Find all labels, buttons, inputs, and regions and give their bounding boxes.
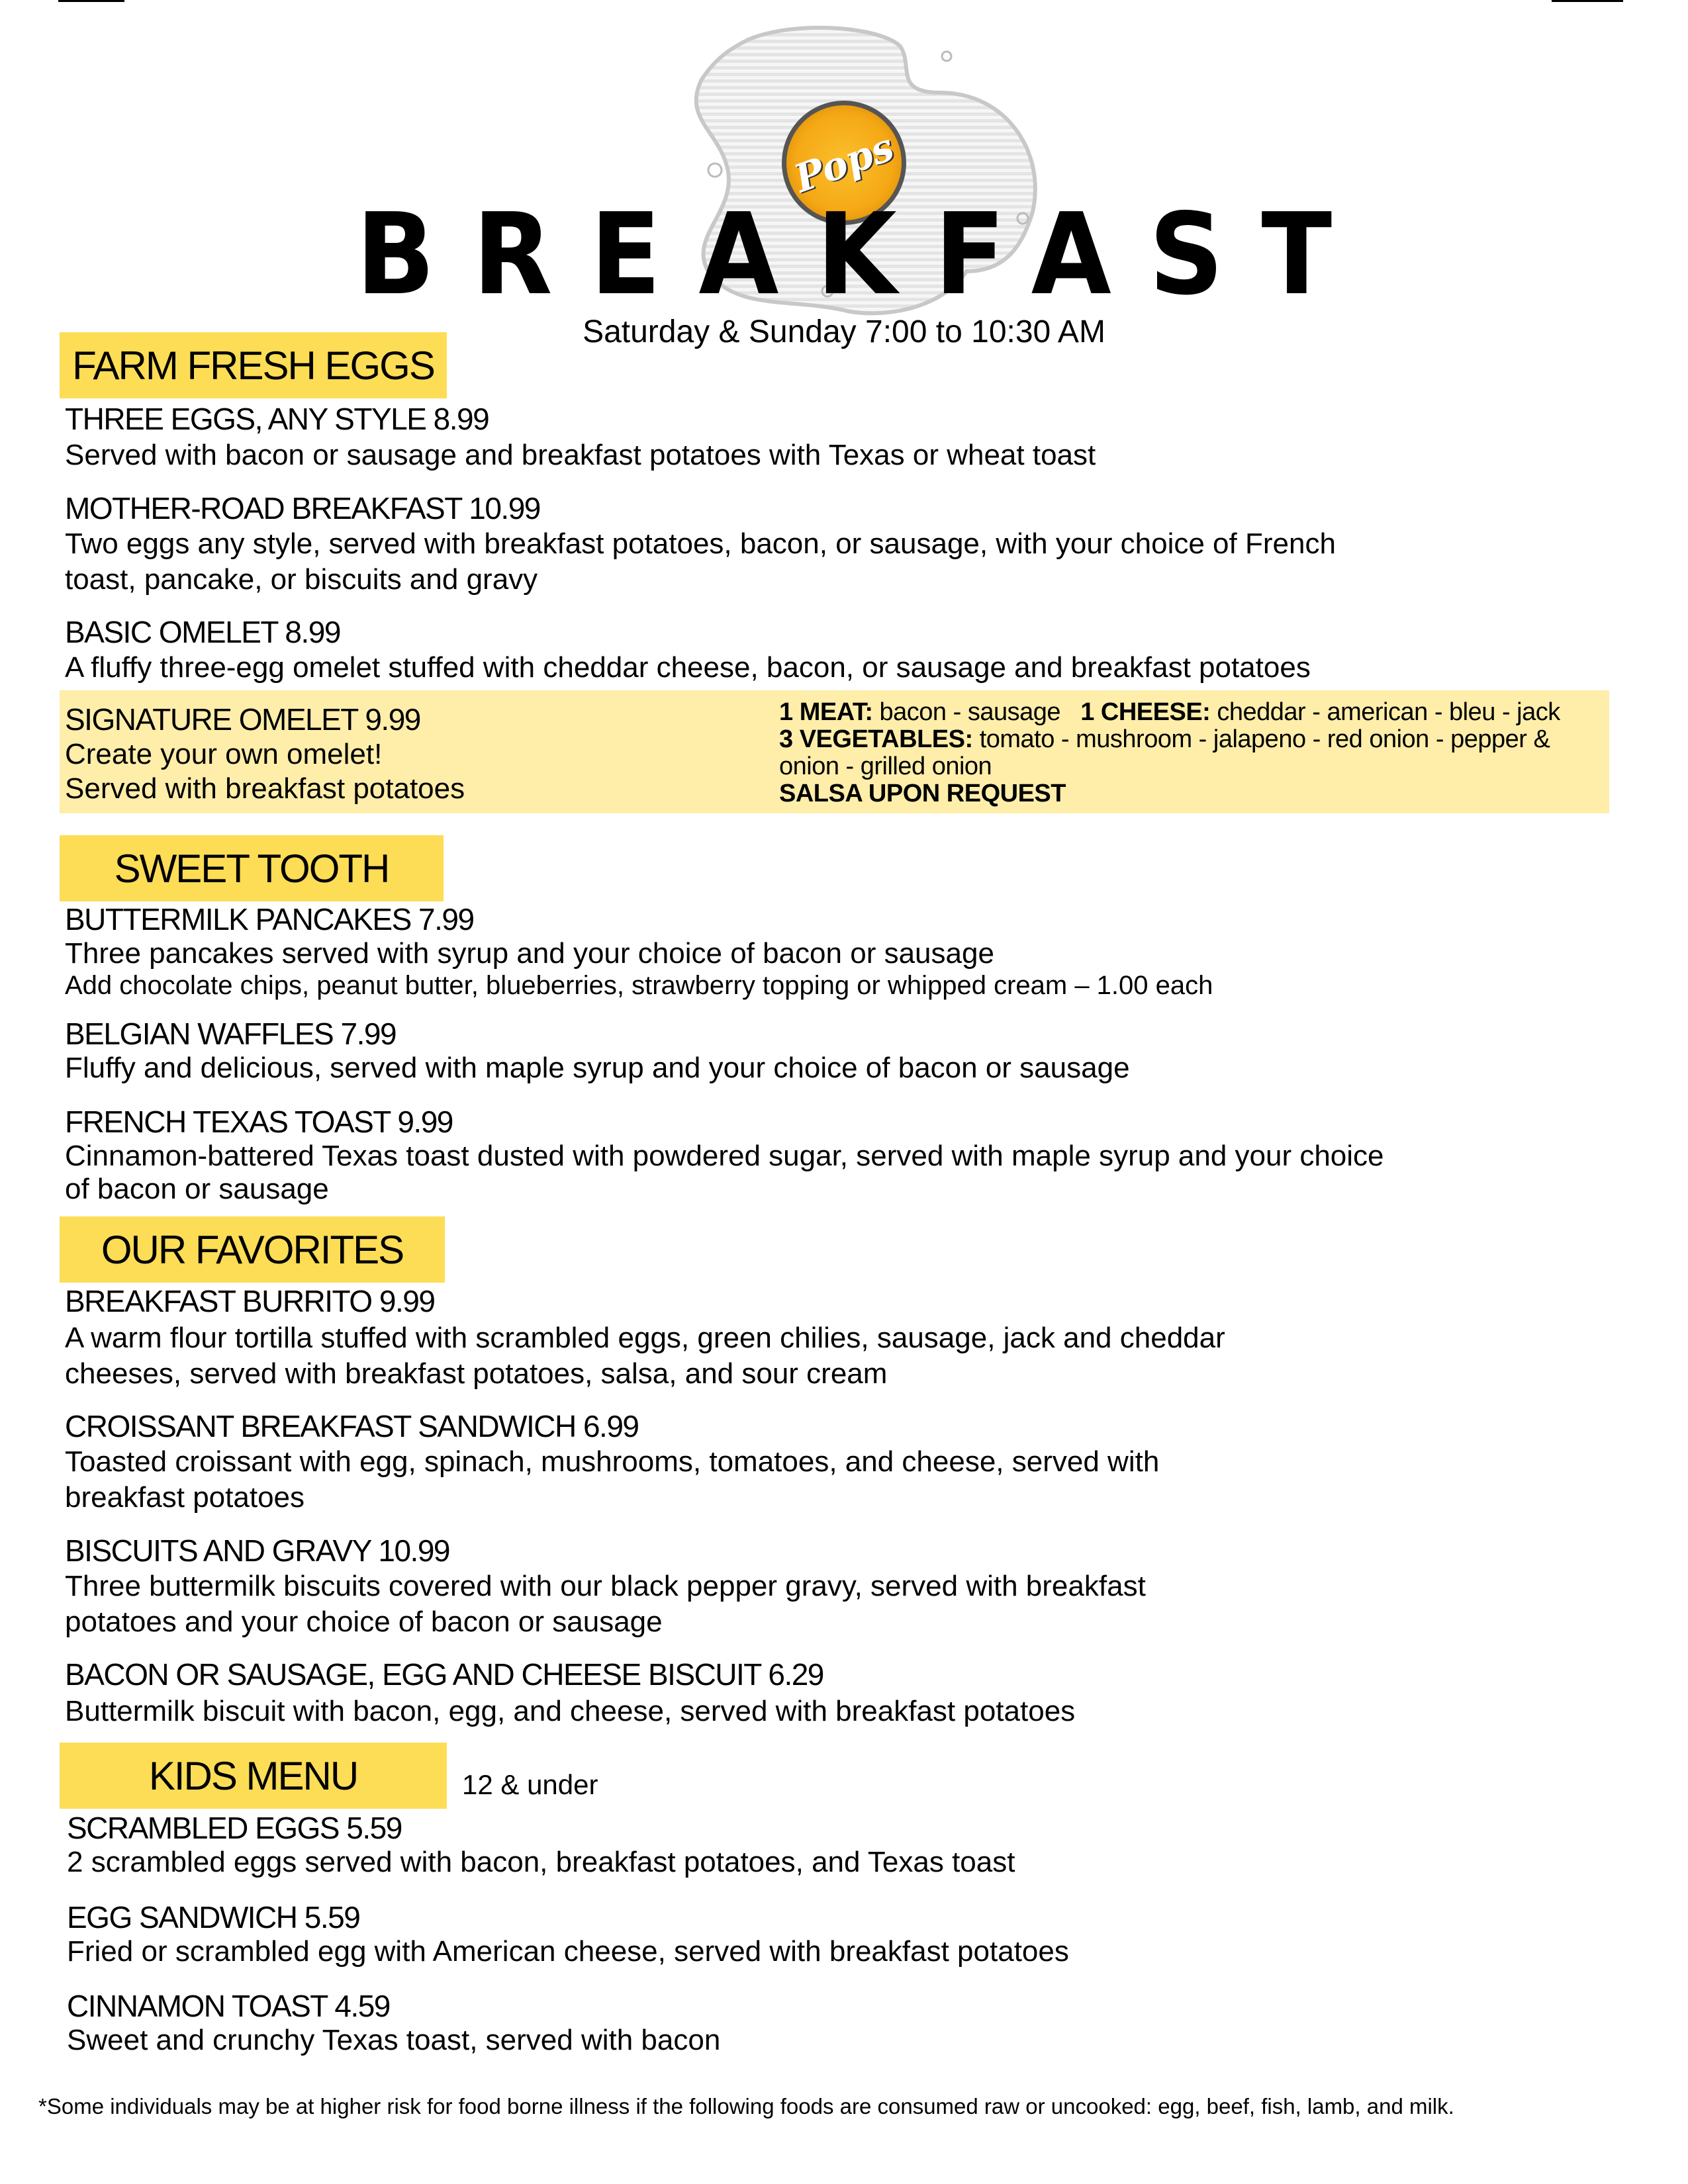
menu-item-name: BASIC OMELET 8.99 [65,615,340,649]
menu-item-addon: Add chocolate chips, peanut butter, blueberries, strawberry topping or whipped cream – 1.00 each [65,971,1213,1000]
menu-item-desc: breakfast potatoes [65,1481,305,1514]
menu-item-desc: Served with breakfast potatoes [65,772,465,805]
page-title: BREAKFAST [355,189,1370,320]
section-header-kids-menu: KIDS MENU [60,1743,447,1809]
menu-item-desc: Served with bacon or sausage and breakfast potatoes with Texas or wheat toast [65,439,1096,471]
hours-text: Saturday & Sunday 7:00 to 10:30 AM [583,314,1105,349]
menu-item-desc: potatoes and your choice of bacon or sausage [65,1606,663,1638]
menu-item-name: EGG SANDWICH 5.59 [67,1900,360,1934]
food-safety-footnote: *Some individuals may be at higher risk for food borne illness if the following foods are consumed raw or uncooked: egg, beef, fish, lamb, and milk. [38,2094,1454,2118]
menu-item-desc: 2 scrambled eggs served with bacon, breakfast potatoes, and Texas toast [67,1846,1015,1878]
menu-item-name: FRENCH TEXAS TOAST 9.99 [65,1105,453,1139]
omelet-options-vegetables: 3 VEGETABLES: tomato - mushroom - jalapeno - red onion - pepper & [779,725,1550,753]
menu-item-name: BACON OR SAUSAGE, EGG AND CHEESE BISCUIT 6.29 [65,1657,823,1692]
crop-mark [1552,0,1623,2]
crop-mark [58,0,124,2]
menu-item-name: BUTTERMILK PANCAKES 7.99 [65,902,474,936]
menu-item-desc: Three pancakes served with syrup and your choice of bacon or sausage [65,937,994,970]
menu-item-name: CINNAMON TOAST 4.59 [67,1989,390,2023]
kids-age-note: 12 & under [462,1769,598,1800]
menu-item-desc: of bacon or sausage [65,1173,329,1205]
menu-item-name: BELGIAN WAFFLES 7.99 [65,1017,397,1051]
menu-item-desc: Buttermilk biscuit with bacon, egg, and cheese, served with breakfast potatoes [65,1695,1076,1727]
section-header-sweet-tooth: SWEET TOOTH [60,835,444,901]
salsa-note: SALSA UPON REQUEST [779,780,1066,807]
menu-item-desc: toast, pancake, or biscuits and gravy [65,563,538,596]
menu-item-desc: A warm flour tortilla stuffed with scrambled eggs, green chilies, sausage, jack and cheddar [65,1322,1225,1354]
menu-item-desc: Sweet and crunchy Texas toast, served with bacon [67,2024,721,2056]
menu-item-name: MOTHER-ROAD BREAKFAST 10.99 [65,491,540,525]
menu-item-desc: Two eggs any style, served with breakfast potatoes, bacon, or sausage, with your choice of French [65,527,1336,560]
menu-item-name: BISCUITS AND GRAVY 10.99 [65,1533,449,1568]
menu-item-desc: Create your own omelet! [65,738,383,770]
section-header-our-favorites: OUR FAVORITES [60,1216,445,1283]
menu-item-desc: Three buttermilk biscuits covered with our black pepper gravy, served with breakfast [65,1570,1146,1602]
menu-item-name: CROISSANT BREAKFAST SANDWICH 6.99 [65,1409,639,1443]
section-header-farm-fresh-eggs: FARM FRESH EGGS [60,332,447,398]
omelet-options-vegetables-cont: onion - grilled onion [779,752,992,780]
menu-item-name: BREAKFAST BURRITO 9.99 [65,1284,435,1318]
menu-item-name: SCRAMBLED EGGS 5.59 [67,1811,402,1845]
menu-item-name: THREE EGGS, ANY STYLE 8.99 [65,402,489,436]
menu-item-desc: Toasted croissant with egg, spinach, mushrooms, tomatoes, and cheese, served with [65,1445,1160,1478]
menu-item-desc: Cinnamon-battered Texas toast dusted with powdered sugar, served with maple syrup and your choice [65,1140,1384,1172]
logo-text: Pops [788,124,900,202]
menu-item-name: SIGNATURE OMELET 9.99 [65,702,420,737]
menu-item-desc: cheeses, served with breakfast potatoes, salsa, and sour cream [65,1357,888,1390]
menu-item-desc: Fried or scrambled egg with American cheese, served with breakfast potatoes [67,1935,1069,1968]
menu-item-desc: Fluffy and delicious, served with maple syrup and your choice of bacon or sausage [65,1052,1130,1084]
omelet-options-meat-cheese: 1 MEAT: bacon - sausage 1 CHEESE: cheddar - american - bleu - jack [779,698,1560,726]
menu-item-desc: A fluffy three-egg omelet stuffed with cheddar cheese, bacon, or sausage and breakfast potatoes [65,651,1311,684]
